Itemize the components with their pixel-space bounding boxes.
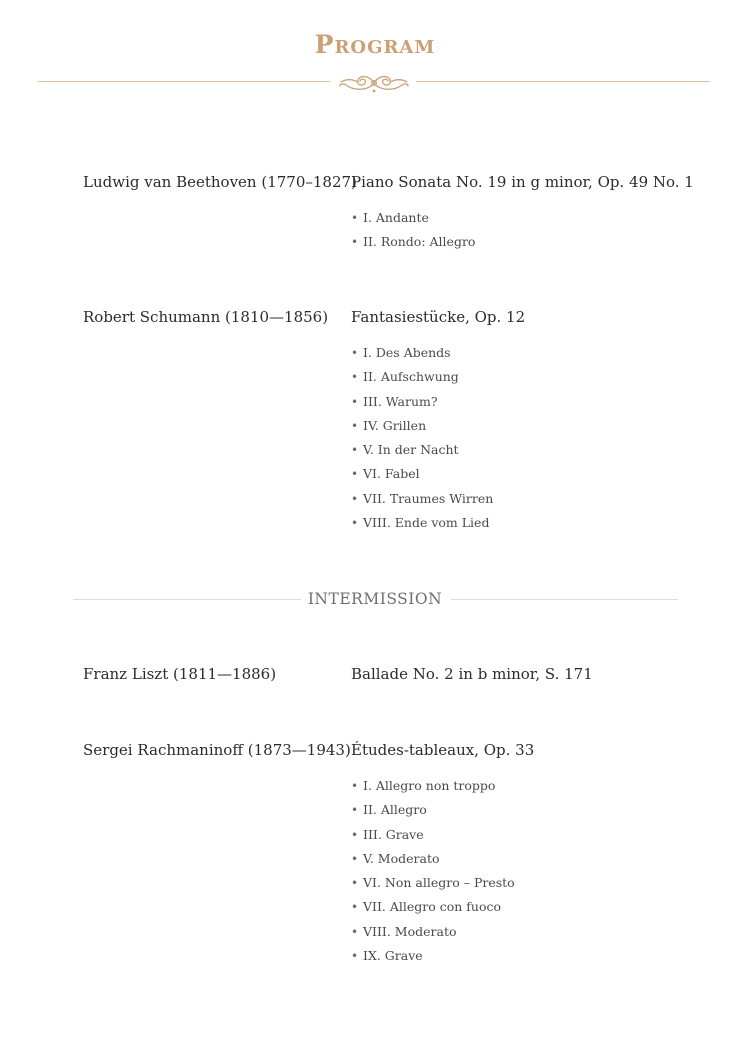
movement-label: I. Andante xyxy=(363,210,429,225)
flourish-ornament-icon xyxy=(336,70,412,96)
movement-item xyxy=(351,802,515,826)
movement-item xyxy=(351,515,493,539)
movement-label: I. Des Abends xyxy=(363,345,451,360)
bullet-icon: • xyxy=(351,900,359,915)
header-rule-right xyxy=(416,81,710,82)
movement-item xyxy=(351,778,515,802)
composer-name: Sergei Rachmaninoff (1873—1943) xyxy=(83,741,351,759)
bullet-icon: • xyxy=(351,779,359,793)
movement-label: II. Aufschwung xyxy=(363,369,459,385)
work-title: Fantasiestücke, Op. 12 xyxy=(351,308,526,326)
movement-label: V. In der Nacht xyxy=(363,442,459,458)
movement-list xyxy=(351,210,475,259)
movement-item xyxy=(351,394,493,418)
movement-label: VI. Non allegro – Presto xyxy=(363,875,515,891)
bullet-icon: • xyxy=(351,924,359,939)
movement-item xyxy=(351,491,493,515)
bullet-icon: • xyxy=(351,443,359,458)
movement-label: II. Allegro xyxy=(363,802,427,818)
movement-label: IV. Grillen xyxy=(363,417,427,433)
movement-item xyxy=(351,924,515,948)
movement-label: III. Warum? xyxy=(363,393,438,409)
movement-item xyxy=(351,466,493,490)
movement-label: VIII. Ende vom Lied xyxy=(363,515,490,531)
movement-label: II. Rondo: Allegro xyxy=(363,234,476,250)
movement-label: IX. Grave xyxy=(363,948,423,964)
movement-item xyxy=(351,418,493,442)
work-title: Piano Sonata No. 19 in g minor, Op. 49 No. 1 xyxy=(351,173,694,191)
intermission-label: INTERMISSION xyxy=(307,590,443,608)
movement-item xyxy=(351,234,475,258)
intermission-rule-right xyxy=(451,599,678,600)
bullet-icon: • xyxy=(351,876,359,891)
intermission-divider xyxy=(0,588,750,610)
movement-label: VII. Traumes Wirren xyxy=(363,490,494,506)
bullet-icon: • xyxy=(351,491,359,506)
bullet-icon: • xyxy=(351,370,359,385)
movement-item xyxy=(351,210,475,234)
bullet-icon: • xyxy=(351,418,359,433)
movement-label: VI. Fabel xyxy=(363,466,420,482)
movement-label: I. Allegro non troppo xyxy=(363,778,496,793)
movement-label: III. Grave xyxy=(363,826,424,842)
movement-list xyxy=(351,345,493,539)
movement-item xyxy=(351,899,515,923)
movement-item xyxy=(351,442,493,466)
bullet-icon: • xyxy=(351,803,359,818)
page-title: Program xyxy=(314,30,436,59)
movement-label: VIII. Moderato xyxy=(363,923,457,939)
program-header xyxy=(0,0,750,110)
bullet-icon: • xyxy=(351,949,359,964)
movement-item xyxy=(351,948,515,972)
composer-name: Robert Schumann (1810—1856) xyxy=(83,308,329,326)
movement-item xyxy=(351,827,515,851)
work-title: Études-tableaux, Op. 33 xyxy=(351,741,535,759)
bullet-icon: • xyxy=(351,851,359,866)
bullet-icon: • xyxy=(351,211,359,225)
bullet-icon: • xyxy=(351,346,359,360)
bullet-icon: • xyxy=(351,827,359,842)
movement-item xyxy=(351,345,493,369)
header-rule-left xyxy=(38,81,330,82)
movement-label: VII. Allegro con fuoco xyxy=(363,899,502,915)
bullet-icon: • xyxy=(351,235,359,250)
composer-name: Franz Liszt (1811—1886) xyxy=(83,665,277,683)
bullet-icon: • xyxy=(351,516,359,531)
bullet-icon: • xyxy=(351,394,359,409)
composer-name: Ludwig van Beethoven (1770–1827) xyxy=(83,173,357,191)
movement-item xyxy=(351,851,515,875)
bullet-icon: • xyxy=(351,467,359,482)
work-title: Ballade No. 2 in b minor, S. 171 xyxy=(351,665,593,683)
movement-item xyxy=(351,369,493,393)
movement-list xyxy=(351,778,515,972)
movement-item xyxy=(351,875,515,899)
movement-label: V. Moderato xyxy=(363,850,440,866)
